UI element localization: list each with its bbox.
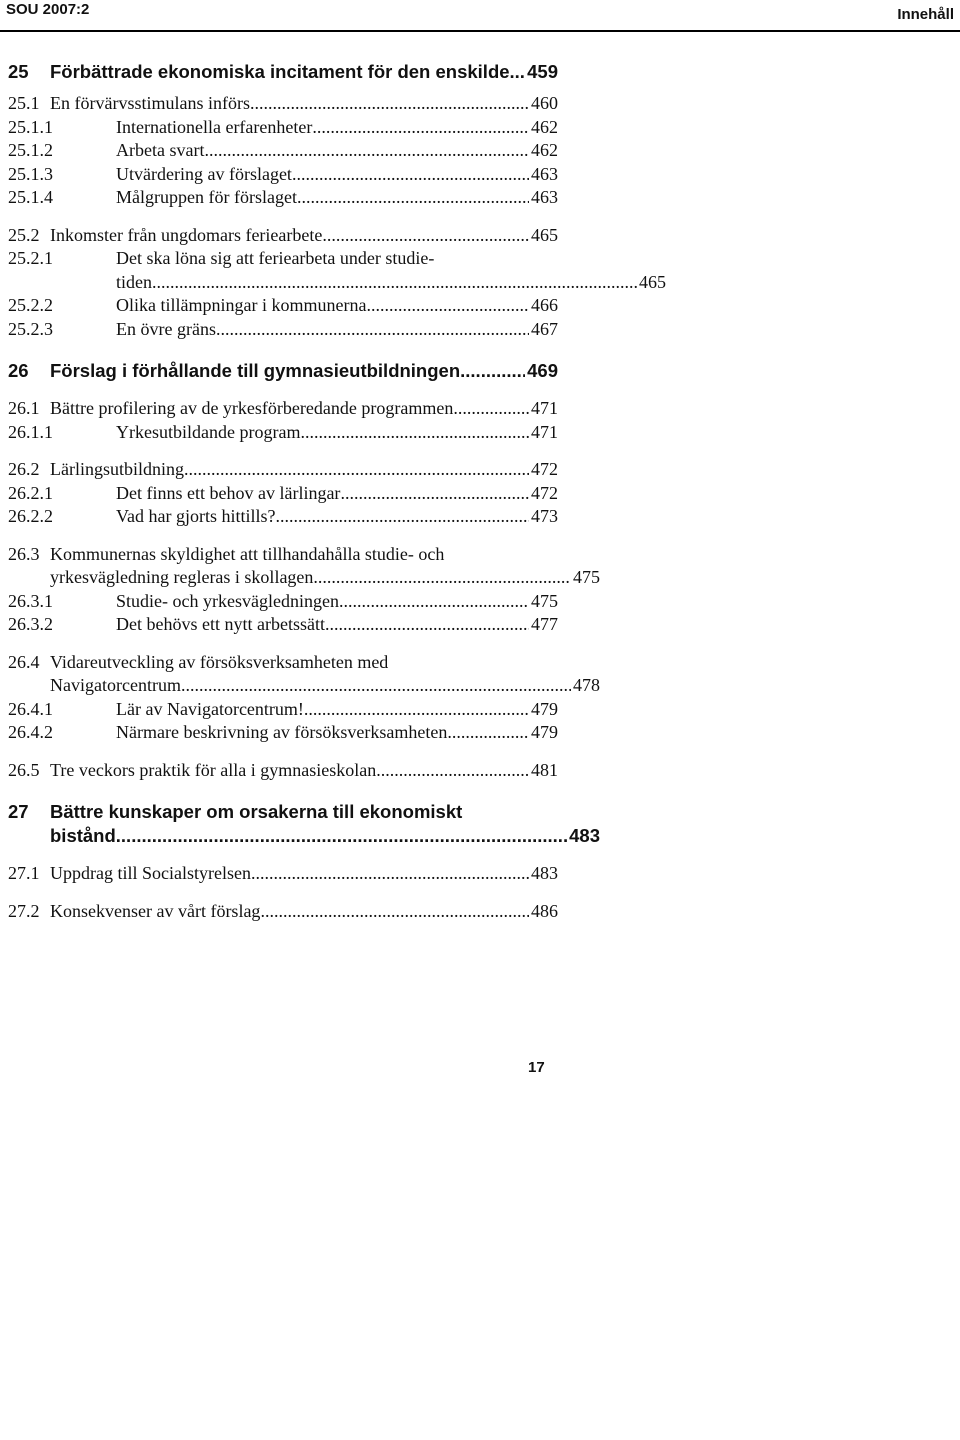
toc-title-continuation: bistånd — [50, 825, 116, 846]
toc-entry-26-1[interactable] — [8, 397, 558, 421]
toc-page: 472 — [531, 482, 558, 503]
dot-leader — [300, 421, 529, 445]
toc-title: Bättre kunskaper om orsakerna till ekonomiskt — [50, 801, 463, 822]
toc-page: 462 — [531, 116, 558, 137]
toc-title: Tre veckors praktik för alla i gymnasieskolan — [50, 759, 377, 780]
toc-page: 467 — [531, 318, 558, 339]
toc-title: Vad har gjorts hittills? — [116, 506, 276, 526]
toc-title: Bättre profilering av de yrkesförberedande programmen — [50, 398, 454, 418]
toc-number: 26.1.1 — [8, 421, 53, 442]
toc-page: 475 — [531, 590, 558, 611]
dot-leader — [204, 139, 529, 163]
section-name: Innehåll — [897, 6, 954, 23]
toc-entry-26-1-1[interactable] — [8, 421, 558, 445]
dot-leader — [325, 613, 529, 637]
toc-page: 478 — [573, 675, 600, 695]
toc-page: 483 — [569, 825, 600, 846]
toc-title: Arbeta svart — [116, 140, 205, 160]
toc-number: 25.1.4 — [8, 187, 53, 207]
dot-leader — [116, 824, 567, 848]
toc-page: 473 — [531, 506, 558, 526]
dot-leader — [292, 163, 529, 187]
dot-leader — [339, 590, 529, 614]
toc-chapter-27[interactable] — [8, 800, 600, 848]
dot-leader — [275, 505, 529, 529]
toc-number: 27 — [8, 801, 29, 822]
toc-title: Konsekvenser av vårt förslag — [50, 900, 261, 921]
dot-leader — [510, 60, 526, 84]
toc-entry-25-2[interactable] — [8, 224, 558, 248]
toc-entry-26-3[interactable] — [8, 543, 600, 590]
toc-chapter-25[interactable] — [8, 60, 558, 84]
toc-number: 26.2.1 — [8, 482, 53, 503]
toc-number: 26.1 — [8, 398, 40, 418]
toc-entry-26-2-1[interactable] — [8, 482, 558, 506]
header-rule — [0, 30, 960, 32]
toc-number: 27.1 — [8, 863, 40, 883]
toc-page: 483 — [531, 863, 558, 883]
toc-page: 465 — [531, 224, 558, 245]
toc-title-continuation: yrkesvägledning regleras i skollagen — [50, 567, 314, 587]
toc-title-continuation: Navigatorcentrum — [50, 675, 181, 695]
toc-title: Vidareutveckling av försöksverksamheten med — [50, 651, 389, 672]
toc-title: Förbättrade ekonomiska incitament för den enskilde — [50, 61, 510, 82]
toc-page: 481 — [531, 759, 558, 780]
toc-entry-25-1[interactable] — [8, 92, 558, 116]
toc-number: 26.2.2 — [8, 506, 53, 526]
toc-entry-25-1-4[interactable] — [8, 186, 558, 210]
toc-title: Uppdrag till Socialstyrelsen — [50, 863, 251, 883]
toc-number: 26.3.1 — [8, 590, 53, 611]
toc-entry-26-2-2[interactable] — [8, 505, 558, 529]
dot-leader — [313, 566, 571, 590]
dot-leader — [312, 116, 529, 140]
toc-page: 471 — [531, 398, 558, 418]
toc-title: Internationella erfarenheter — [116, 116, 313, 137]
toc-title: Yrkesutbildande program — [116, 421, 301, 442]
toc-title: Kommunernas skyldighet att tillhandahålla studie- och — [50, 543, 445, 564]
toc-title: Det finns ett behov av lärlingar — [116, 482, 341, 503]
toc-entry-25-2-1[interactable] — [8, 247, 666, 294]
dot-leader — [447, 721, 529, 745]
toc-number: 26.2 — [8, 459, 40, 479]
toc-number: 25 — [8, 61, 29, 82]
toc-title: Lärlingsutbildning — [50, 459, 184, 479]
dot-leader — [250, 92, 529, 116]
dot-leader — [322, 224, 529, 248]
toc-title: Närmare beskrivning av försöksverksamheten — [116, 722, 448, 742]
toc-number: 25.1 — [8, 93, 40, 113]
dot-leader — [297, 186, 529, 210]
running-header — [0, 0, 960, 30]
toc-entry-26-2[interactable] — [8, 458, 558, 482]
toc-page: 479 — [531, 698, 558, 719]
dot-leader — [453, 397, 529, 421]
dot-leader — [340, 482, 529, 506]
toc-entry-26-3-2[interactable] — [8, 613, 558, 637]
toc-entry-26-3-1[interactable] — [8, 590, 558, 614]
toc-page: 486 — [531, 900, 558, 921]
toc-number: 27.2 — [8, 900, 40, 921]
toc-title: Det behövs ett nytt arbetssätt — [116, 614, 325, 634]
toc-entry-26-5[interactable] — [8, 759, 558, 783]
toc-entry-25-2-2[interactable] — [8, 294, 558, 318]
dot-leader — [184, 458, 529, 482]
toc-number: 25.1.2 — [8, 140, 53, 160]
toc-page: 465 — [639, 271, 666, 292]
dot-leader — [460, 359, 525, 383]
toc-entry-25-1-3[interactable] — [8, 163, 558, 187]
dot-leader — [304, 698, 529, 722]
toc-entry-26-4-2[interactable] — [8, 721, 558, 745]
toc-entry-25-1-2[interactable] — [8, 139, 558, 163]
toc-title: En förvärvsstimulans införs — [50, 93, 250, 113]
toc-page: 479 — [531, 722, 558, 742]
toc-entry-25-2-3[interactable] — [8, 318, 558, 342]
toc-title: Studie- och yrkesvägledningen — [116, 590, 339, 611]
toc-number: 25.1.3 — [8, 163, 53, 184]
toc-page: 459 — [527, 61, 558, 82]
toc-number: 26 — [8, 360, 29, 381]
dot-leader — [152, 271, 637, 295]
toc-title-continuation: tiden — [116, 271, 152, 292]
toc-number: 26.5 — [8, 759, 40, 780]
toc-number: 25.2.2 — [8, 295, 53, 315]
toc-page: 469 — [527, 360, 558, 381]
toc-number: 25.1.1 — [8, 116, 53, 137]
dot-leader — [260, 900, 529, 924]
toc-title: Lär av Navigatorcentrum! — [116, 698, 304, 719]
toc-page: 477 — [531, 614, 558, 634]
toc-number: 26.3 — [8, 543, 40, 564]
toc-page: 463 — [531, 187, 558, 207]
toc-page: 460 — [531, 93, 558, 113]
toc-title: Målgruppen för förslaget — [116, 187, 297, 207]
toc-entry-26-4-1[interactable] — [8, 698, 558, 722]
toc-number: 25.2.3 — [8, 318, 53, 339]
toc-number: 26.3.2 — [8, 614, 53, 634]
dot-leader — [366, 294, 529, 318]
table-of-contents — [8, 56, 666, 923]
toc-title: Förslag i förhållande till gymnasieutbildningen — [50, 360, 461, 381]
report-id: SOU 2007:2 — [6, 1, 90, 18]
toc-title: Inkomster från ungdomars feriearbete — [50, 224, 323, 245]
toc-number: 25.2.1 — [8, 248, 53, 268]
toc-page: 466 — [531, 295, 558, 315]
toc-number: 26.4.1 — [8, 698, 53, 719]
toc-number: 26.4 — [8, 651, 40, 672]
toc-entry-26-4[interactable] — [8, 651, 600, 698]
toc-title: Olika tillämpningar i kommunerna — [116, 295, 367, 315]
toc-entry-27-2[interactable] — [8, 900, 558, 924]
toc-page: 462 — [531, 140, 558, 160]
page-number: 17 — [528, 1059, 545, 1076]
toc-number: 25.2 — [8, 224, 40, 245]
dot-leader — [181, 674, 571, 698]
toc-title: En övre gräns — [116, 318, 216, 339]
toc-number: 26.4.2 — [8, 722, 53, 742]
toc-entry-27-1[interactable] — [8, 862, 558, 886]
toc-page: 475 — [573, 567, 600, 587]
toc-page: 471 — [531, 421, 558, 442]
toc-title: Det ska löna sig att feriearbeta under studie- — [116, 248, 435, 268]
dot-leader — [376, 759, 529, 783]
dot-leader — [251, 862, 529, 886]
dot-leader — [216, 318, 529, 342]
toc-page: 472 — [531, 459, 558, 479]
toc-title: Utvärdering av förslaget — [116, 163, 292, 184]
toc-chapter-26[interactable] — [8, 359, 558, 383]
toc-page: 463 — [531, 163, 558, 184]
toc-entry-25-1-1[interactable] — [8, 116, 558, 140]
